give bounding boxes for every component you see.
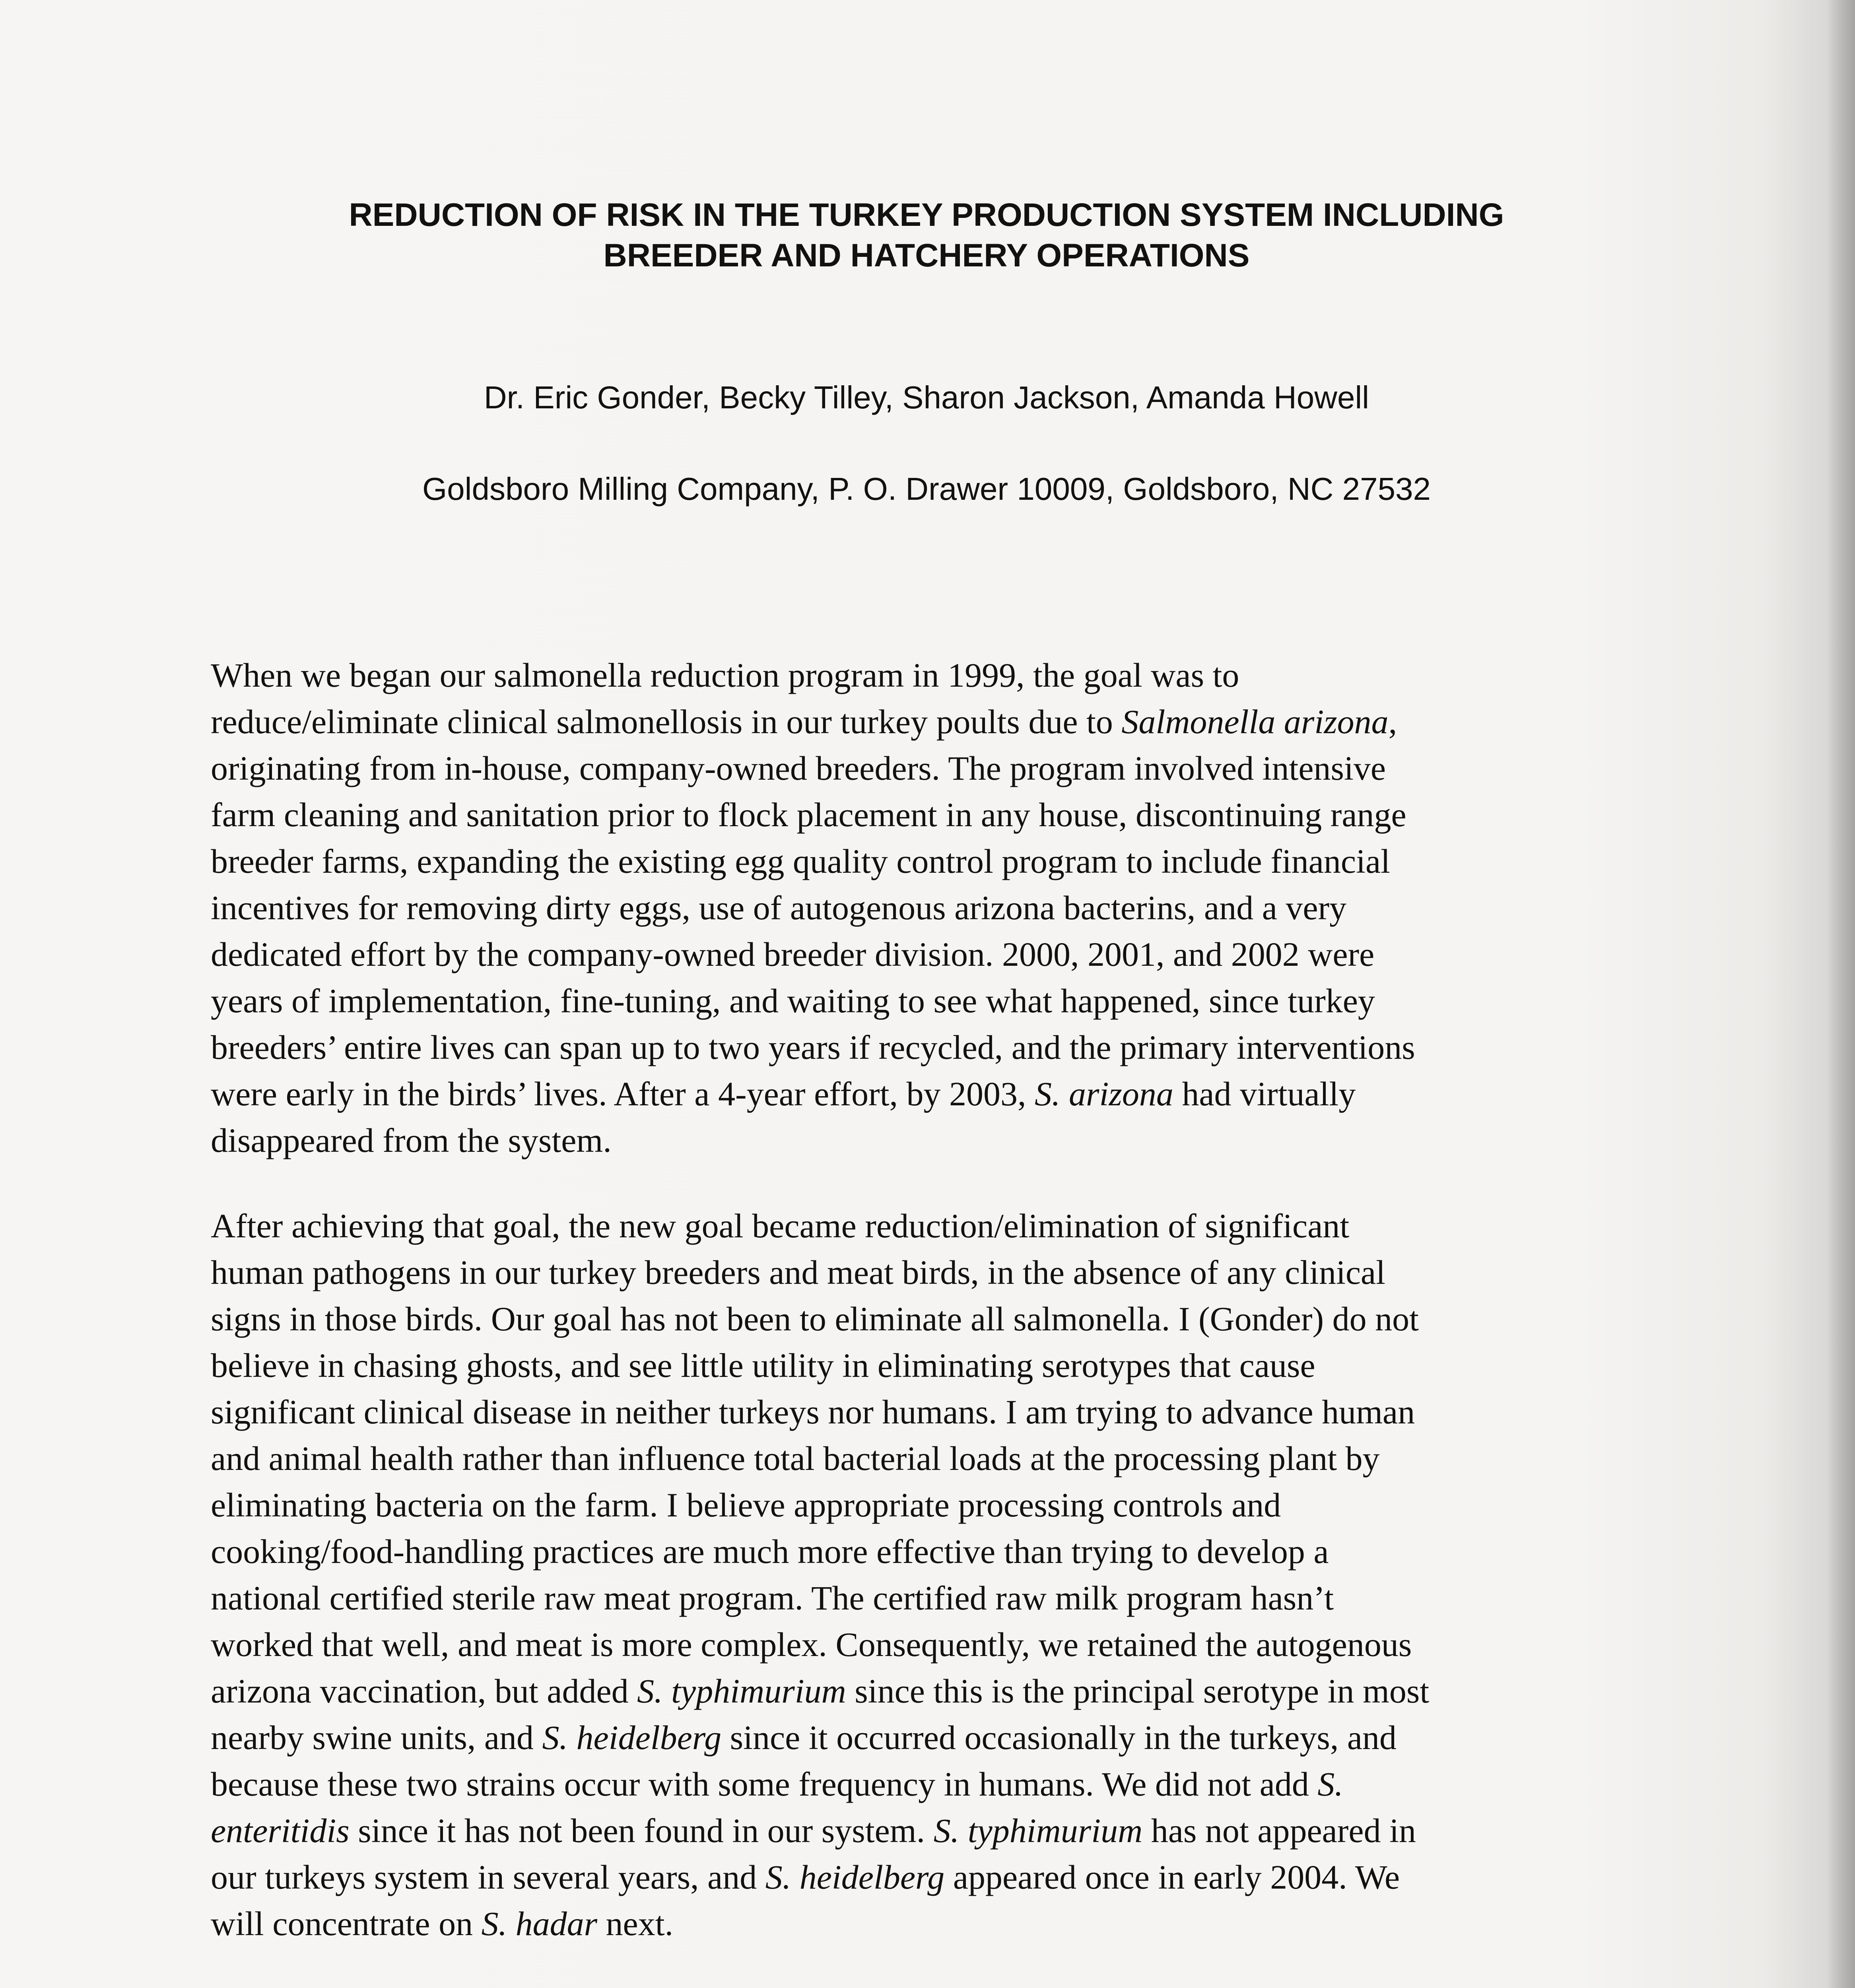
text-line: were early in the birds’ lives. After a 4-year effort, by 2003, S. arizona had virtually	[211, 1075, 1356, 1113]
text-line: worked that well, and meat is more complex. Consequently, we retained the autogenous	[211, 1625, 1412, 1664]
text-line: our turkeys system in several years, and S. heidelberg appeared once in early 2004. We	[211, 1858, 1400, 1896]
title-line-2: BREEDER AND HATCHERY OPERATIONS	[603, 237, 1250, 274]
text-line: enteritidis since it has not been found in our system. S. typhimurium has not appeared in	[211, 1811, 1416, 1850]
text-line: cooking/food-handling practices are much more effective than trying to develop a	[211, 1532, 1329, 1571]
text-line: will concentrate on S. hadar next.	[211, 1905, 674, 1943]
affiliation: Goldsboro Milling Company, P. O. Drawer 10009, Goldsboro, NC 27532	[422, 471, 1431, 507]
text-line: because these two strains occur with some frequency in humans. We did not add S.	[211, 1765, 1343, 1803]
text-line: reduce/eliminate clinical salmonellosis in our turkey poults due to Salmonella arizona,	[211, 703, 1397, 741]
text-line: originating from in-house, company-owned breeders. The program involved intensive	[211, 749, 1386, 787]
text-line: believe in chasing ghosts, and see little utility in eliminating serotypes that cause	[211, 1346, 1315, 1384]
text-line: human pathogens in our turkey breeders and meat birds, in the absence of any clinical	[211, 1253, 1386, 1291]
text-line: arizona vaccination, but added S. typhimurium since this is the principal serotype in most	[211, 1672, 1430, 1710]
authors: Dr. Eric Gonder, Becky Tilley, Sharon Jackson, Amanda Howell	[484, 380, 1369, 415]
title-line-1: REDUCTION OF RISK IN THE TURKEY PRODUCTION SYSTEM INCLUDING	[349, 197, 1504, 233]
text-line: national certified sterile raw meat program. The certified raw milk program hasn’t	[211, 1579, 1334, 1617]
document-title	[207, 195, 1646, 276]
text-line: significant clinical disease in neither turkeys nor humans. I am trying to advance human	[211, 1393, 1415, 1431]
text-line: After achieving that goal, the new goal became reduction/elimination of significant	[211, 1207, 1350, 1245]
text-line: signs in those birds. Our goal has not been to eliminate all salmonella. I (Gonder) do not	[211, 1300, 1419, 1338]
text-line: years of implementation, fine-tuning, and waiting to see what happened, since turkey	[211, 982, 1375, 1020]
text-line: incentives for removing dirty eggs, use of autogenous arizona bacterins, and a very	[211, 889, 1347, 927]
text-line: When we began our salmonella reduction program in 1999, the goal was to	[211, 656, 1239, 694]
text-line: eliminating bacteria on the farm. I believe appropriate processing controls and	[211, 1486, 1281, 1524]
text-line: nearby swine units, and S. heidelberg since it occurred occasionally in the turkeys, and	[211, 1718, 1397, 1757]
paragraph-1	[211, 652, 1658, 1164]
text-line	[211, 1986, 1658, 1988]
paragraph-3	[211, 1986, 1658, 1988]
text-line: breeder farms, expanding the existing egg quality control program to include financial	[211, 842, 1391, 880]
text-line: dedicated effort by the company-owned breeder division. 2000, 2001, and 2002 were	[211, 935, 1375, 973]
text-line: and animal health rather than influence total bacterial loads at the processing plant by	[211, 1439, 1380, 1477]
text-line: disappeared from the system.	[211, 1121, 612, 1159]
text-line: farm cleaning and sanitation prior to flock placement in any house, discontinuing range	[211, 796, 1406, 834]
text-line: breeders’ entire lives can span up to two years if recycled, and the primary interventions	[211, 1028, 1415, 1066]
paragraph-2	[211, 1203, 1658, 1947]
